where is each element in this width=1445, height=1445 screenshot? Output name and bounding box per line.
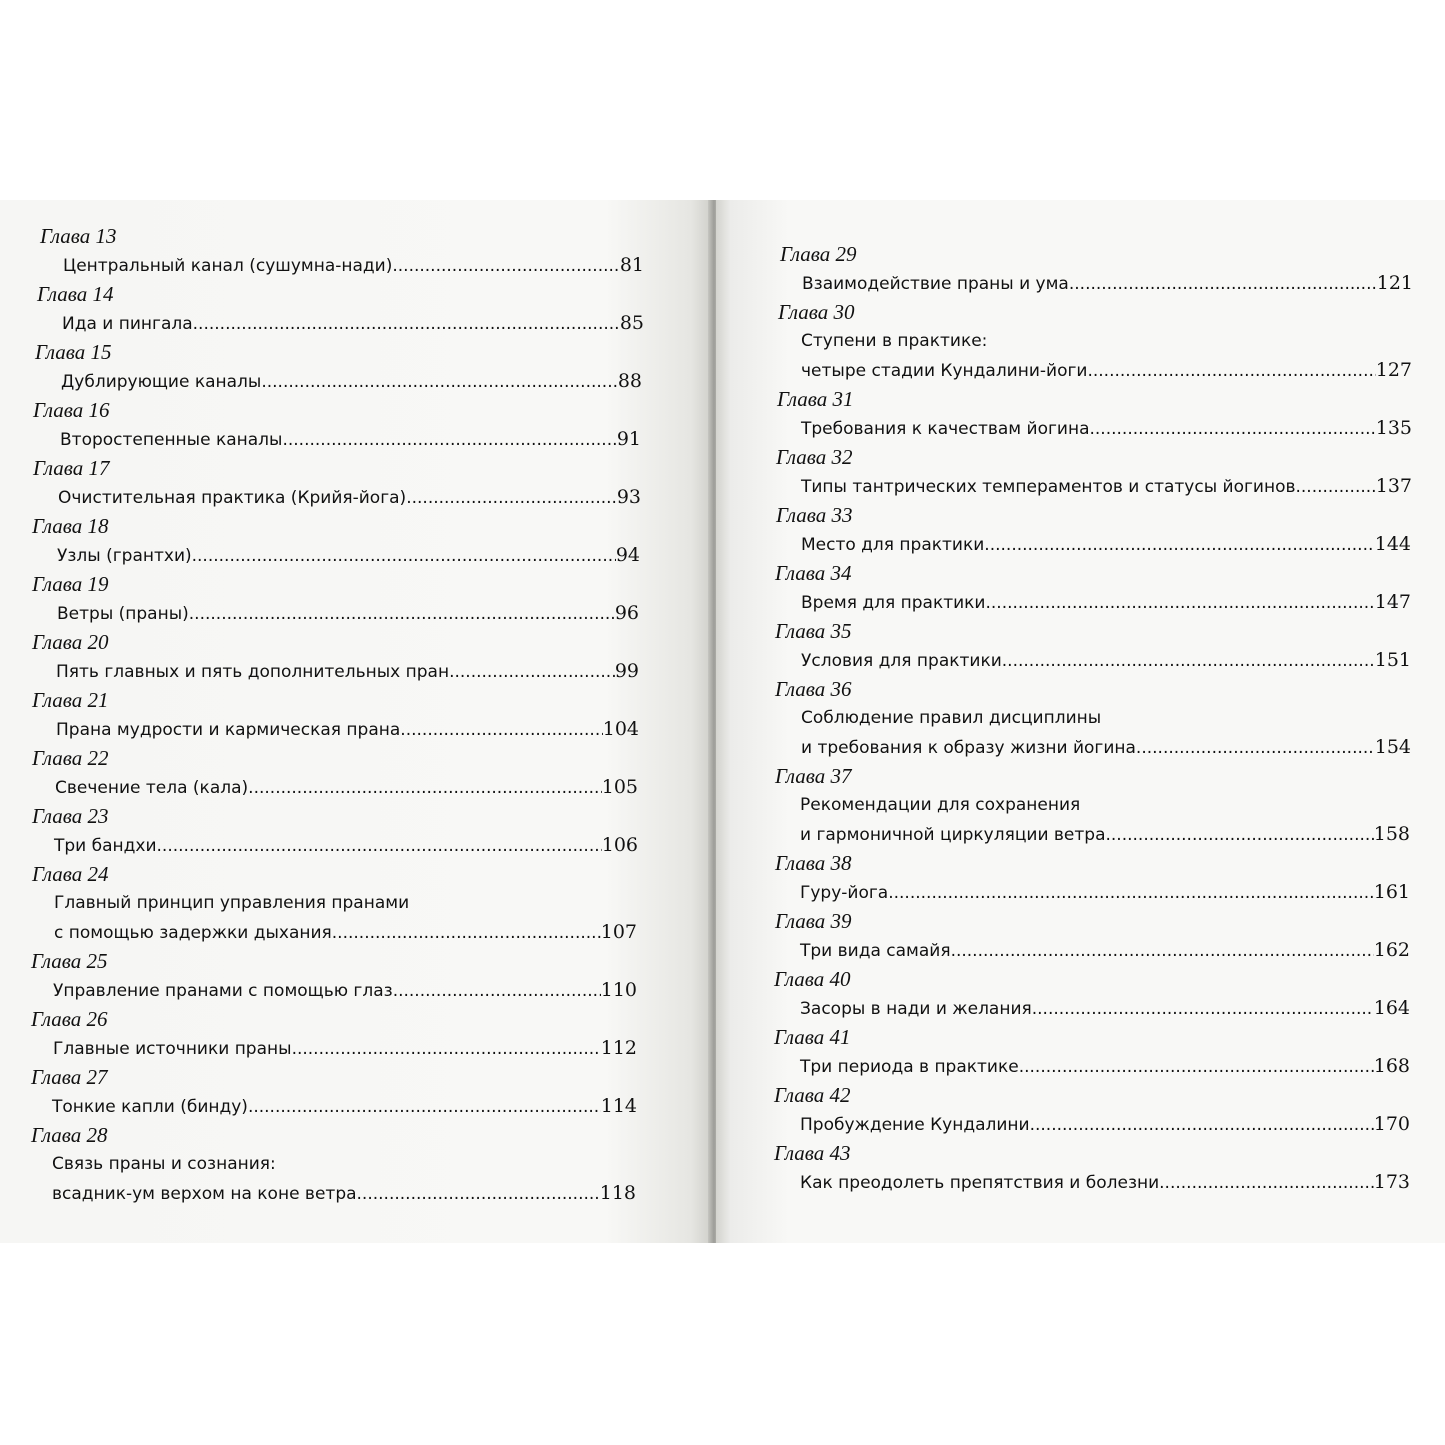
chapter-title: Типы тантрических темпераментов и статусы йогинов [801,477,1296,497]
toc-entry[interactable] [716,936,1410,965]
chapter-title: Очистительная практика (Крийя-йога) [58,488,407,508]
chapter-title-line: Соблюдение правил дисциплины [801,708,1102,728]
chapter-number: Глава 34 [775,561,852,585]
chapter-number: Глава 38 [775,851,852,875]
toc-entry[interactable] [716,1110,1410,1139]
toc-entry[interactable] [0,657,639,686]
toc-chapter [0,280,644,338]
chapter-number: Глава 29 [780,242,857,266]
chapter-number: Глава 14 [37,282,114,306]
chapter-number: Глава 20 [32,630,109,654]
dot-leader [1090,415,1376,443]
chapter-title: Ветры (праны) [57,604,189,624]
toc-entry[interactable] [716,733,1411,762]
toc-entry[interactable] [0,541,640,570]
toc-chapter [0,396,644,454]
toc-chapter [716,1139,1413,1197]
toc-chapter [0,1121,644,1208]
toc-chapter [716,240,1413,298]
toc-chapter [0,947,644,1005]
chapter-title: с помощью задержки дыхания [54,923,332,943]
page-number: 173 [1373,1171,1410,1193]
toc-chapter [716,1023,1413,1081]
toc-chapter [0,1005,644,1063]
chapter-number: Глава 26 [31,1007,108,1031]
toc-chapter [0,222,644,280]
toc-entry[interactable] [716,269,1413,298]
toc-chapter [716,762,1413,849]
toc-chapter [716,965,1413,1023]
toc-entry[interactable] [0,483,641,512]
toc-chapter [716,443,1413,501]
dot-leader [951,937,1374,965]
chapter-title: Гуру-йога [800,883,889,903]
dot-leader [392,252,619,280]
toc-entry[interactable] [716,588,1411,617]
toc-chapter [0,744,644,802]
chapter-number: Глава 22 [32,746,109,770]
chapter-title: и гармоничной циркуляции ветра [800,825,1106,845]
page-number: 93 [616,486,641,508]
page-number: 114 [600,1095,637,1117]
dot-leader [332,919,601,947]
toc-chapter [716,298,1413,385]
toc-chapter [716,617,1413,675]
chapter-title: Засоры в нади и желания [800,999,1032,1019]
page-number: 161 [1373,881,1410,903]
dot-leader [984,531,1374,559]
chapter-title: Свечение тела (кала) [55,778,249,798]
toc-chapter [0,1063,644,1121]
toc-entry[interactable] [0,425,641,454]
page-number: 85 [619,312,644,334]
dot-leader [248,1093,601,1121]
dot-leader [189,600,615,628]
page-number: 99 [614,660,639,682]
dot-leader [1019,1053,1374,1081]
chapter-title: Пробуждение Кундалини [800,1115,1030,1135]
chapter-number: Глава 33 [776,503,853,527]
toc-chapter [0,628,644,686]
chapter-title: Взаимодействие праны и ума [802,274,1069,294]
chapter-title: Три вида самайя [800,941,951,961]
toc-entry[interactable] [0,918,637,947]
page-number: 158 [1373,823,1410,845]
chapter-number: Глава 31 [777,387,854,411]
toc-chapter [716,1081,1413,1139]
chapter-number: Глава 32 [776,445,853,469]
chapter-title-line: Рекомендации для сохранения [800,795,1081,815]
dot-leader [1002,647,1375,675]
toc-entry[interactable] [0,773,638,802]
toc-chapter [716,559,1413,617]
chapter-number: Глава 16 [33,398,110,422]
page-number: 151 [1374,649,1411,671]
toc-entry[interactable] [716,994,1410,1023]
chapter-number: Глава 21 [32,688,109,712]
toc-chapter [716,501,1413,559]
chapter-title: Время для практики [801,593,986,613]
toc-entry[interactable] [0,715,639,744]
page-number: 106 [601,834,638,856]
chapter-number: Глава 27 [31,1065,108,1089]
dot-leader [1069,270,1377,298]
dot-leader [192,542,616,570]
toc-chapter [0,454,644,512]
chapter-title: Три периода в практике [800,1057,1019,1077]
page-number: 127 [1375,359,1412,381]
toc-entry[interactable] [0,976,637,1005]
page-number: 162 [1373,939,1410,961]
page-number: 118 [599,1182,636,1204]
toc-entry[interactable] [716,356,1412,385]
book-spread [0,200,1445,1243]
dot-leader [400,716,602,744]
page-number: 110 [600,979,637,1001]
page-number: 144 [1374,533,1411,555]
page-number: 135 [1375,417,1412,439]
page-number: 154 [1374,736,1411,758]
chapter-title: Пять главных и пять дополнительных пран [56,662,450,682]
toc-entry[interactable] [0,251,644,280]
chapter-title: Место для практики [801,535,985,555]
dot-leader [985,589,1374,617]
dot-leader [292,1035,601,1063]
chapter-title: и требования к образу жизни йогина [801,738,1136,758]
toc-chapter [716,385,1413,443]
page-number: 121 [1376,272,1413,294]
page-number: 147 [1374,591,1411,613]
toc-entry[interactable] [716,1168,1410,1197]
toc-entry[interactable] [0,1034,637,1063]
dot-leader [406,484,617,512]
toc-entry[interactable] [0,831,638,860]
page-number: 137 [1375,475,1412,497]
chapter-number: Глава 39 [775,909,852,933]
toc-entry[interactable] [716,646,1411,675]
chapter-title: Прана мудрости и кармическая прана [56,720,401,740]
toc-entry[interactable] [0,599,639,628]
chapter-number: Глава 40 [774,967,851,991]
chapter-title-line: Связь праны и сознания: [52,1154,276,1174]
toc-entry[interactable] [716,414,1412,443]
chapter-title: Второстепенные каналы [60,430,283,450]
chapter-title: Главные источники праны [53,1039,292,1059]
dot-leader [1136,734,1375,762]
chapter-number: Глава 18 [32,514,109,538]
chapter-number: Глава 25 [31,949,108,973]
page-number: 104 [602,718,639,740]
toc-entry[interactable] [716,1052,1410,1081]
dot-leader [1032,995,1374,1023]
page-number: 164 [1373,997,1410,1019]
dot-leader [1296,473,1376,501]
chapter-number: Глава 28 [31,1123,108,1147]
page-number: 112 [600,1037,637,1059]
toc-chapter [716,907,1413,965]
chapter-number: Глава 15 [35,340,112,364]
toc-chapter [0,512,644,570]
chapter-title: четыре стадии Кундалини-йоги [801,361,1088,381]
toc-chapter [0,570,644,628]
chapter-title: Центральный канал (сушумна-нади) [63,256,393,276]
dot-leader [357,1180,600,1208]
chapter-title: Дублирующие каналы [61,372,262,392]
page-number: 105 [601,776,638,798]
chapter-title: Условия для практики [801,651,1002,671]
toc-entry[interactable] [0,309,644,338]
chapter-number: Глава 41 [774,1025,851,1049]
toc-entry[interactable] [0,1179,636,1208]
dot-leader [261,368,617,396]
page-number: 168 [1373,1055,1410,1077]
table-of-contents-left [0,222,644,1208]
dot-leader [282,426,616,454]
chapter-title: Требования к качествам йогина [801,419,1090,439]
chapter-number: Глава 17 [33,456,110,480]
toc-entry[interactable] [716,530,1411,559]
toc-entry[interactable] [0,367,642,396]
toc-chapter [0,686,644,744]
toc-entry[interactable] [716,878,1410,907]
dot-leader [888,879,1374,907]
page-number: 96 [614,602,639,624]
table-of-contents-right [716,240,1413,1197]
chapter-number: Глава 23 [32,804,109,828]
page-number: 107 [600,921,637,943]
dot-leader [1087,357,1375,385]
toc-entry[interactable] [0,1092,637,1121]
chapter-title-line: Главный принцип управления пранами [54,893,410,913]
chapter-title-line: Ступени в практике: [801,331,988,351]
chapter-number: Глава 37 [775,764,852,788]
chapter-title: всадник-ум верхом на коне ветра [52,1184,357,1204]
page-number: 91 [616,428,641,450]
dot-leader [393,977,601,1005]
dot-leader [193,310,620,338]
dot-leader [248,774,602,802]
chapter-number: Глава 43 [774,1141,851,1165]
chapter-title: Как преодолеть препятствия и болезни [800,1173,1160,1193]
toc-chapter [716,675,1413,762]
chapter-number: Глава 42 [774,1083,851,1107]
chapter-title: Тонкие капли (бинду) [52,1097,248,1117]
chapter-number: Глава 35 [775,619,852,643]
page-number: 170 [1373,1113,1410,1135]
dot-leader [1030,1111,1374,1139]
toc-chapter [0,338,644,396]
chapter-title: Ида и пингала [62,314,193,334]
toc-entry[interactable] [716,820,1410,849]
chapter-number: Глава 36 [775,677,852,701]
chapter-title: Управление пранами с помощью глаз [53,981,393,1001]
dot-leader [1106,821,1374,849]
chapter-number: Глава 24 [32,862,109,886]
dot-leader [157,832,602,860]
toc-chapter [0,802,644,860]
chapter-title: Три бандхи [54,836,157,856]
chapter-number: Глава 13 [40,224,117,248]
toc-chapter [0,860,644,947]
dot-leader [1159,1169,1374,1197]
toc-chapter [716,849,1413,907]
page-number: 94 [615,544,640,566]
chapter-title: Узлы (грантхи) [57,546,192,566]
toc-entry[interactable] [716,472,1412,501]
page-number: 88 [617,370,642,392]
dot-leader [449,658,615,686]
chapter-number: Глава 30 [778,300,855,324]
page-number: 81 [619,254,644,276]
chapter-number: Глава 19 [32,572,109,596]
